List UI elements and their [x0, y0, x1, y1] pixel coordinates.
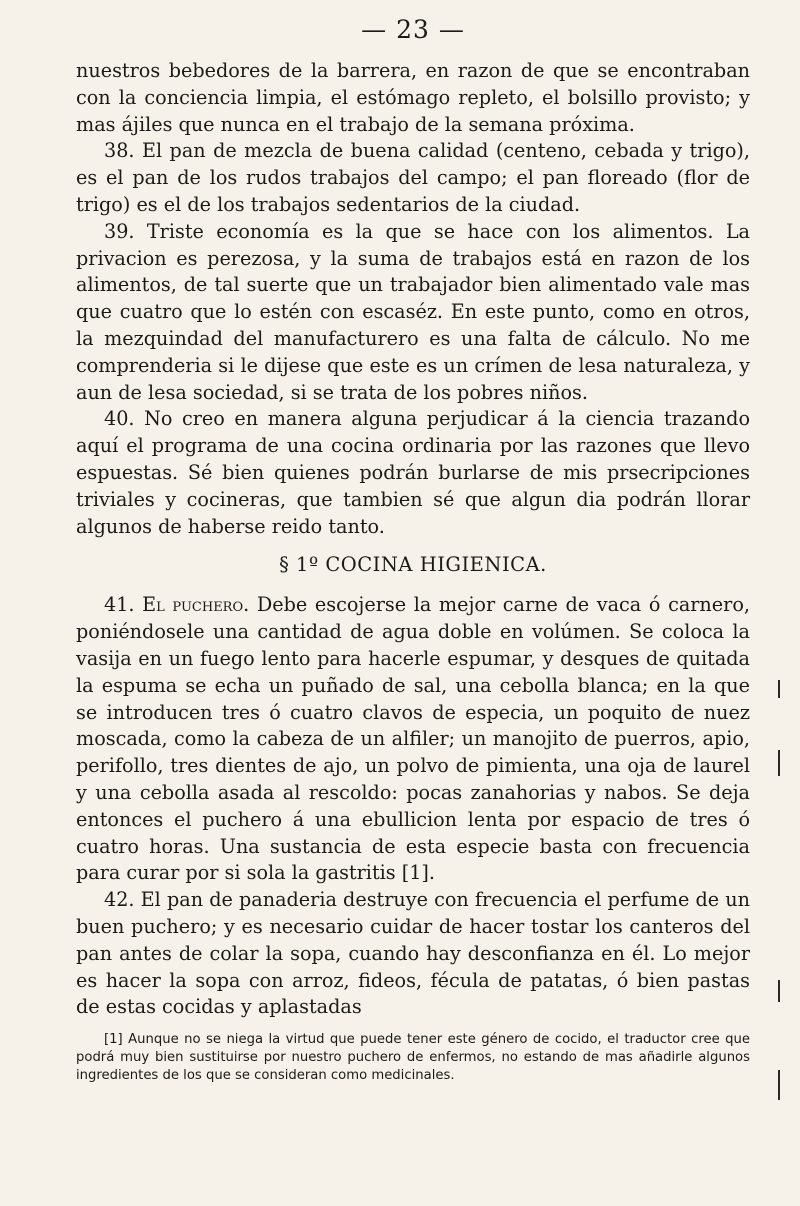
scan-speck: [778, 1070, 780, 1100]
book-page: [76, 10, 750, 1190]
scan-speck: [778, 680, 780, 698]
paragraph-41: [76, 592, 750, 887]
page-number: — 23 —: [361, 15, 465, 44]
scan-speck: [778, 750, 780, 776]
paragraph-continuation: nuestros bebedores de la barrera, en razon de que se encontraban con la conciencia limpia, el estómago repleto, el bolsillo provisto; y mas ájiles que nunca en el trabajo de la semana próxima.: [76, 59, 750, 136]
scan-speck: [778, 980, 780, 1002]
section-heading: § 1º COCINA HIGIENICA.: [279, 553, 547, 577]
paragraph-41-title: El puchero.: [142, 593, 250, 617]
paragraph-42: 42. El pan de panaderia destruye con frecuencia el perfume de un buen puchero; y es necesario cuidar de hacer tostar los canteros del pan antes de colar la sopa, cuando hay desconfianza en él. Lo mejor es hacer la sopa con arroz, fideos, fécula de patatas, ó bien pastas de estas cocidas y aplastadas: [76, 888, 750, 1019]
paragraph-41-text: Debe escojerse la mejor carne de vaca ó carnero, poniéndosele una cantidad de agua doble en volúmen. Se coloca la vasija en un fuego lento para hacerle espumar, y desques de quitada la espuma se echa un puñado de sal, una cebolla blanca; en la que se introducen tres ó cuatro clavos de especia, un poquito de nuez moscada, como la cabeza de un alfiler; un manojito de puerros, apio, perifollo, tres dientes de ajo, un polvo de pimienta, una oja de laurel y una cebolla asada al rescoldo: pocas zanahorias y nabos. Se deja entonces el puchero á una ebullicion lenta por espacio de tres ó cuatro horas. Una sustancia de esta especie basta con frecuencia para curar por si sola la gastritis [1].: [76, 593, 750, 885]
paragraph-38: 38. El pan de mezcla de buena calidad (centeno, cebada y trigo), es el pan de los rudos trabajos del campo; el pan floreado (flor de trigo) es el de los trabajos sedentarios de la ciudad.: [76, 139, 750, 216]
scan-edge-marks: [778, 680, 782, 1100]
paragraph-39: 39. Triste economía es la que se hace con los alimentos. La privacion es perezosa, y la suma de trabajos está en razon de los alimentos, de tal suerte que un trabajador bien alimentado vale mas que cuatro que lo estén con escaséz. En este punto, como en otros, la mezquindad del manufacturero es una falta de cálculo. No me comprenderia si le dijese que este es un crímen de lesa naturaleza, y aun de lesa sociedad, si se trata de los pobres niños.: [76, 219, 750, 404]
footnote: [1] Aunque no se niega la virtud que puede tener este género de cocido, el traductor cree que podrá muy bien sustituirse por nuestro puchero de enfermos, no estando de mas añadirle algunos ingredientes de los que se consideran como medicinales.: [76, 1032, 750, 1084]
paragraph-40: 40. No creo en manera alguna perjudicar á la ciencia trazando aquí el programa de una cocina ordinaria por las razones que llevo espuestas. Sé bien quienes podrán burlarse de mis prsecripciones triviales y cocineras, que tambien sé que algun dia podrán llorar algunos de haberse reido tanto.: [76, 407, 750, 538]
paragraph-41-number: 41.: [104, 593, 135, 617]
